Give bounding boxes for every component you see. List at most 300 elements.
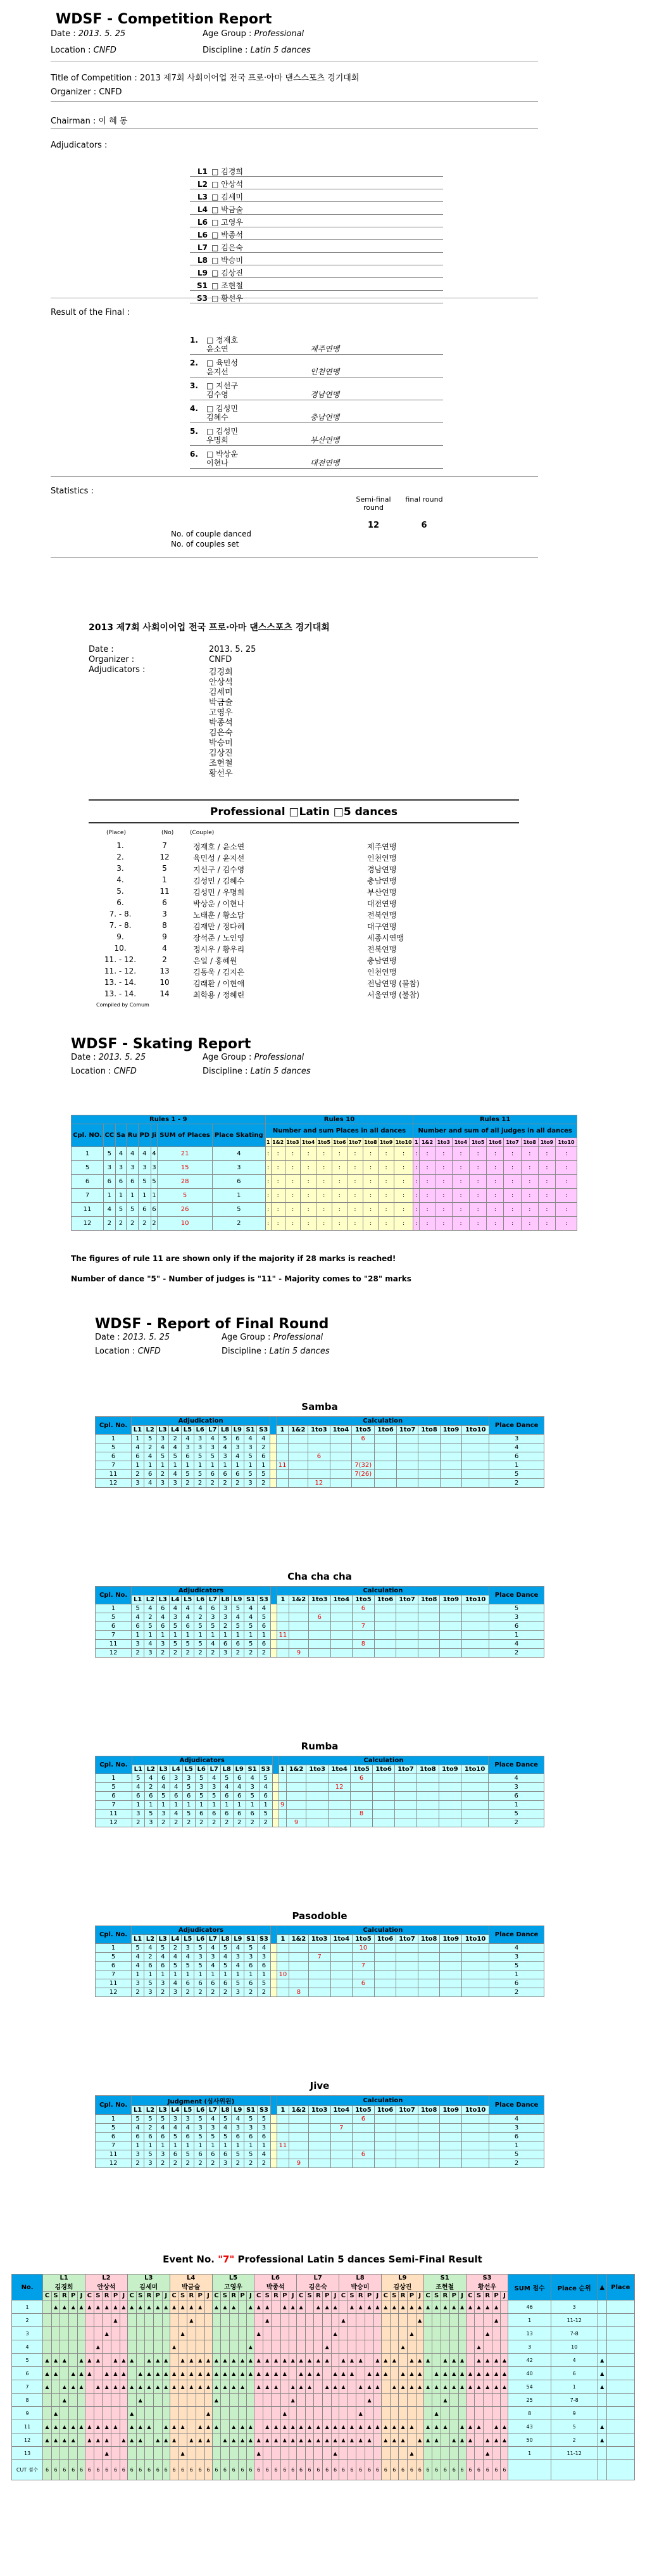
calc-col-header: 1to4 (330, 1596, 353, 1604)
judge-mark: 4 (144, 1774, 157, 1783)
judge-mark: 2 (156, 1649, 169, 1658)
mark-cell: ▲ (136, 2380, 144, 2394)
mark-cell: ▲ (111, 2354, 120, 2367)
summary-place: 2. (116, 853, 124, 861)
skating-place: 5 (212, 1203, 265, 1217)
judge-mark: 3 (182, 1443, 194, 1452)
judge-mark: 6 (144, 1792, 157, 1801)
calc-cell (373, 1818, 395, 1827)
calc-cell (440, 1631, 462, 1640)
calc-cell: 9 (279, 1801, 286, 1810)
judge-header: L4 (169, 1935, 182, 1944)
mark-cell (144, 2314, 153, 2327)
calc-cell: 8 (351, 1810, 373, 1818)
judge-mark: 5 (195, 1792, 208, 1801)
judge-mark: 5 (232, 1622, 244, 1631)
dance-place: 5 (151, 1175, 158, 1189)
mark-cell: ▲ (221, 2433, 229, 2447)
mark-cell (212, 2433, 221, 2447)
adjudicator-name: □ 황선우 (211, 294, 243, 303)
final-name-1: □ 박상운 (206, 450, 238, 459)
mark-cell (69, 2314, 78, 2327)
judge-header: L9 (232, 2106, 244, 2115)
calc-cell: 9 (289, 1649, 308, 1658)
mark-cell (178, 2407, 187, 2420)
calc-cell (330, 1640, 353, 1649)
calc-cell (395, 1801, 417, 1810)
calc-cell (395, 1810, 417, 1818)
report-location: Location : CNFD (51, 46, 116, 55)
qualified-flag: ▲ (598, 2380, 606, 2394)
calc-cell (374, 1631, 396, 1640)
final-region: 제주연맹 (310, 345, 340, 353)
calc-col-header: 1to3 (308, 1426, 330, 1435)
judge-mark: 5 (144, 1810, 157, 1818)
rule10-cell: : (301, 1203, 316, 1217)
judge-mark: 3 (208, 1783, 220, 1792)
sub-col-header: 1&2 (271, 1138, 285, 1147)
cut-value: 6 (60, 2460, 69, 2480)
mark-cell: ▲ (449, 2300, 458, 2314)
dance-place: 1 (489, 1801, 544, 1810)
calc-col-header: 1to8 (418, 2106, 440, 2115)
dance-place: 1 (489, 2141, 544, 2150)
mark-cell (390, 2407, 398, 2420)
cut-value: 6 (373, 2460, 381, 2480)
summary-region: 제주연맹 (367, 842, 397, 851)
rules-11-header: Rules 11 (413, 1115, 577, 1124)
calc-cell (289, 2141, 308, 2150)
judge-mark: 1 (182, 1631, 194, 1640)
calc-cell (352, 1479, 375, 1488)
sub-col-header: 1to10 (556, 1138, 577, 1147)
judge-mark: 1 (144, 1970, 157, 1979)
mark-cell (381, 2447, 390, 2460)
mark-cell: ▲ (187, 2433, 196, 2447)
mark-cell (51, 2340, 59, 2354)
mark-cell: ▲ (348, 2300, 356, 2314)
divider (51, 557, 538, 558)
mark-cell (441, 2314, 449, 2327)
mark-cell (263, 2394, 272, 2407)
judge-mark: 6 (194, 2150, 207, 2159)
calc-cell (352, 1443, 375, 1452)
rule10-cell: : (301, 1217, 316, 1231)
mark-cell (289, 2327, 297, 2340)
dance-sub-header: C (381, 2292, 390, 2300)
calc-col-header: 1&2 (289, 2106, 308, 2115)
sub-col-header: 1to3 (435, 1138, 452, 1147)
judge-mark: 2 (144, 1783, 157, 1792)
calc-header: Calculation (277, 1587, 489, 1596)
mark-cell (120, 2420, 127, 2433)
judge-mark: 2 (195, 1818, 208, 1827)
cut-value: 6 (103, 2460, 111, 2480)
mark-cell: ▲ (280, 2433, 289, 2447)
place-header: Place 순위 (551, 2275, 598, 2300)
mark-cell: ▲ (390, 2354, 398, 2367)
final-name-2: 우명희 (206, 436, 229, 445)
judge-mark: 1 (219, 1461, 232, 1470)
calc-cell: 6 (353, 2150, 375, 2159)
judge-mark: 4 (231, 1452, 244, 1461)
mark-cell: ▲ (170, 2380, 178, 2394)
judge-header: L4 (170, 1765, 182, 1774)
rule11-cell: : (413, 1175, 420, 1189)
mark-cell (458, 2447, 466, 2460)
judge-mark: 4 (244, 1604, 258, 1613)
qualified-flag: ▲ (598, 2433, 606, 2447)
sum: 40 (508, 2367, 551, 2380)
cut-value: 6 (408, 2460, 416, 2480)
calc-col-header: 1to6 (374, 1596, 396, 1604)
judge-header: S3 (258, 1935, 271, 1944)
mark-cell (144, 2394, 153, 2407)
mark-cell (111, 2407, 120, 2420)
dance-place: 3 (489, 1435, 544, 1443)
judge-mark: 6 (233, 1810, 246, 1818)
rule11-cell: : (420, 1189, 435, 1203)
mark-cell: ▲ (238, 2367, 247, 2380)
mark-cell (247, 2314, 254, 2327)
mark-cell (43, 2327, 52, 2340)
mark-cell: ▲ (323, 2380, 332, 2394)
judge-mark: 5 (144, 1979, 157, 1988)
dance-place: 2 (139, 1217, 151, 1231)
calc-cell (330, 1443, 352, 1452)
mark-cell: ▲ (408, 2447, 416, 2460)
judge-mark: 5 (182, 1470, 194, 1479)
calc-cell (462, 1979, 489, 1988)
judge-mark: 4 (206, 1435, 219, 1443)
mark-cell: ▲ (136, 2394, 144, 2407)
judge-mark: 5 (194, 1470, 206, 1479)
mark-cell: ▲ (492, 2380, 501, 2394)
mark-cell: ▲ (348, 2354, 356, 2367)
judge-mark: 5 (219, 1435, 232, 1443)
mark-cell: ▲ (423, 2354, 432, 2367)
mark-cell (154, 2340, 163, 2354)
judge-mark: 6 (170, 1792, 182, 1801)
dance-sub-header: C (212, 2292, 221, 2300)
cpl-no: 11 (96, 1640, 132, 1649)
mark-cell: ▲ (51, 2367, 59, 2380)
mark-cell: ▲ (408, 2327, 416, 2340)
judge-mark: 4 (132, 1613, 144, 1622)
judge-mark: 6 (258, 1962, 271, 1970)
calc-cell (353, 1970, 375, 1979)
mark-cell (280, 2394, 289, 2407)
final-place (606, 2420, 634, 2433)
judge-mark: 2 (232, 2159, 244, 2168)
mark-cell: ▲ (332, 2420, 339, 2433)
summary-place: 13. - 14. (104, 978, 137, 987)
judge-header: L6 (195, 1765, 208, 1774)
mark-cell: ▲ (247, 2420, 254, 2433)
final-row (190, 381, 443, 400)
mark-cell: ▲ (466, 2300, 475, 2314)
calc-cell (330, 2141, 353, 2150)
divider (51, 476, 538, 477)
mark-cell: ▲ (432, 2300, 441, 2314)
skating-location: Location : CNFD (71, 1067, 137, 1076)
calc-cell (418, 1970, 440, 1979)
rule11-cell: : (556, 1189, 577, 1203)
cut-value: 6 (77, 2460, 85, 2480)
judge-mark: 6 (156, 2133, 169, 2141)
mark-cell (390, 2327, 398, 2340)
judge-mark: 4 (169, 1979, 182, 1988)
judge-mark: 4 (182, 1435, 194, 1443)
cpl-no: 7 (96, 2141, 132, 2150)
mark-cell: ▲ (416, 2380, 423, 2394)
cut-value: 6 (127, 2460, 136, 2480)
cut-value: 6 (43, 2460, 52, 2480)
judge-mark: 6 (232, 2133, 244, 2141)
rule11-cell: : (420, 1203, 435, 1217)
mark-cell (51, 2447, 59, 2460)
calc-cell (353, 2159, 375, 2168)
summary-org-label: Organizer : (89, 655, 135, 664)
sum-places: 5 (158, 1189, 213, 1203)
mark-cell: ▲ (492, 2433, 501, 2447)
final-round-date: Date : 2013. 5. 25 (95, 1333, 170, 1342)
mark-cell (475, 2327, 483, 2340)
rule10-cell: : (363, 1147, 379, 1161)
calc-col-header: 1to5 (353, 2106, 375, 2115)
mark-cell: ▲ (187, 2380, 196, 2394)
judge-mark: 3 (219, 1649, 232, 1658)
dance-sub-header: P (449, 2292, 458, 2300)
calc-cell (374, 2159, 396, 2168)
calc-cell (395, 1783, 417, 1792)
mark-cell (297, 2447, 306, 2460)
judge-mark: 1 (244, 2141, 258, 2150)
judge-mark: 1 (144, 1461, 156, 1470)
mark-cell: ▲ (297, 2380, 306, 2394)
judge-mark: 3 (132, 1640, 144, 1649)
mark-cell (103, 2394, 111, 2407)
mark-cell: ▲ (339, 2420, 348, 2433)
calc-cell: 7 (308, 1953, 330, 1962)
judge-mark: 2 (144, 2124, 157, 2133)
spacer (272, 1810, 279, 1818)
mark-cell: ▲ (127, 2380, 136, 2394)
calc-cell (374, 1622, 396, 1631)
place: 9 (551, 2407, 598, 2420)
judge-mark: 6 (182, 2133, 194, 2141)
calc-cell (440, 1479, 462, 1488)
summary-couple: 김래환 / 이현애 (193, 979, 245, 988)
mark-cell: ▲ (212, 2420, 221, 2433)
mark-cell: ▲ (94, 2420, 102, 2433)
calc-cell (306, 1792, 329, 1801)
mark-cell: ▲ (332, 2327, 339, 2340)
calc-cell (416, 1801, 439, 1810)
mark-cell: ▲ (196, 2433, 204, 2447)
sub-col-header: 1to4 (301, 1138, 316, 1147)
judge-mark: 5 (157, 1792, 170, 1801)
adjudicator-name: □ 조현철 (211, 281, 243, 290)
summary-adjudicator: 김경희 (209, 668, 233, 677)
col-place: (Place) (106, 830, 126, 836)
mark-cell (154, 2407, 163, 2420)
calc-cell (351, 1792, 373, 1801)
judge-mark: 4 (219, 2124, 232, 2133)
calc-col-header: 1to9 (440, 1935, 462, 1944)
mark-cell (458, 2394, 466, 2407)
rule11-cell: : (538, 1189, 555, 1203)
spacer (270, 1970, 277, 1979)
calc-cell: 10 (353, 1944, 375, 1953)
cpl-no: 5 (96, 1613, 132, 1622)
mark-cell: ▲ (144, 2380, 153, 2394)
calc-cell (395, 1792, 417, 1801)
mark-cell: ▲ (162, 2380, 170, 2394)
judge-mark: 3 (244, 1443, 257, 1452)
calc-cell: 7(26) (352, 1470, 375, 1479)
summary-region: 세종시연맹 (367, 934, 404, 942)
summary-no: 9 (162, 932, 167, 941)
mark-cell (111, 2340, 120, 2354)
cut-value: 6 (332, 2460, 339, 2480)
mark-cell (170, 2354, 178, 2367)
mark-cell (492, 2447, 501, 2460)
summary-couple: 지선구 / 김수영 (193, 865, 245, 874)
mark-cell: ▲ (212, 2354, 221, 2367)
calc-cell (418, 1953, 440, 1962)
summary-region: 전북연맹 (367, 945, 397, 954)
calc-cell (277, 1479, 289, 1488)
judge-mark: 1 (157, 1801, 170, 1810)
mark-cell: ▲ (314, 2300, 323, 2314)
judge-mark: 2 (169, 1649, 182, 1658)
cut-value: 6 (323, 2460, 332, 2480)
cut-value: 6 (120, 2460, 127, 2480)
judge-mark: 3 (232, 2124, 244, 2133)
judge-mark: 3 (157, 1810, 170, 1818)
rule11-cell: : (556, 1147, 577, 1161)
mark-cell (43, 2394, 52, 2407)
mark-cell (94, 2407, 102, 2420)
mark-cell (247, 2394, 254, 2407)
mark-cell: ▲ (280, 2367, 289, 2380)
mark-cell (314, 2447, 323, 2460)
calc-cell: 7(32) (352, 1461, 375, 1470)
calc-cell (308, 2133, 330, 2141)
sub-col-header: 1to5 (470, 1138, 487, 1147)
calc-cell (418, 1461, 441, 1470)
mark-cell: ▲ (229, 2300, 238, 2314)
mark-cell (77, 2327, 85, 2340)
judge-header: L3 김세미 (127, 2275, 170, 2292)
judge-mark: 4 (144, 1452, 156, 1461)
mark-cell (196, 2314, 204, 2327)
calc-cell (462, 1649, 489, 1658)
calc-cell (418, 1649, 440, 1658)
judge-header: L9 (233, 1765, 246, 1774)
calc-col-header: 1to9 (439, 1765, 461, 1774)
sub-col-header: 1to8 (363, 1138, 379, 1147)
judge-mark: 1 (231, 1461, 244, 1470)
mark-cell: ▲ (373, 2380, 381, 2394)
dance-sub-header: J (247, 2292, 254, 2300)
cut-value: 6 (111, 2460, 120, 2480)
judge-mark: 1 (182, 1461, 194, 1470)
sum-places: 28 (158, 1175, 213, 1189)
mark-cell (254, 2407, 263, 2420)
mark-cell (154, 2447, 163, 2460)
mark-cell: ▲ (297, 2300, 306, 2314)
judge-mark: 1 (132, 1631, 144, 1640)
qualified-flag (598, 2447, 606, 2460)
judge-mark: 4 (208, 1774, 220, 1783)
mark-cell: ▲ (162, 2300, 170, 2314)
judge-mark: 1 (219, 1970, 232, 1979)
judge-mark: 6 (156, 1622, 169, 1631)
calc-cell (440, 2159, 462, 2168)
judge-mark: 3 (231, 1443, 244, 1452)
mark-cell: ▲ (339, 2380, 348, 2394)
cut-value: 6 (162, 2460, 170, 2480)
adjudicator-code: S3 (197, 294, 208, 303)
spacer (270, 1435, 277, 1443)
mark-cell (247, 2380, 254, 2394)
judge-mark: 6 (182, 1979, 194, 1988)
mark-cell (144, 2433, 153, 2447)
judge-mark: 5 (194, 1640, 207, 1649)
dance-place: 2 (489, 1818, 544, 1827)
judge-mark: 5 (244, 1944, 258, 1953)
calc-cell (351, 1801, 373, 1810)
summary-no: 6 (162, 898, 167, 907)
adjudicator-row (190, 166, 443, 177)
mark-cell (154, 2327, 163, 2340)
final-round-title: WDSF - Report of Final Round (95, 1316, 329, 1332)
mark-cell: ▲ (178, 2447, 187, 2460)
mark-cell (120, 2447, 127, 2460)
judge-header: S1 (244, 1426, 257, 1435)
summary-place: 7. - 8. (109, 910, 132, 918)
calc-cell (286, 1810, 306, 1818)
mark-cell (136, 2407, 144, 2420)
mark-cell (356, 2367, 365, 2380)
mark-cell: ▲ (423, 2433, 432, 2447)
calc-cell (353, 1631, 375, 1640)
adjudicator-code: L3 (197, 193, 208, 201)
mark-cell (399, 2314, 408, 2327)
mark-cell: ▲ (154, 2433, 163, 2447)
mark-cell: ▲ (289, 2354, 297, 2367)
mark-cell: ▲ (492, 2300, 501, 2314)
mark-cell (272, 2314, 280, 2327)
calc-cell (440, 1944, 462, 1953)
dance-place: 1 (127, 1189, 139, 1203)
calc-cell (373, 1810, 395, 1818)
cut-value: 6 (483, 2460, 492, 2480)
mark-cell: ▲ (314, 2420, 323, 2433)
mark-cell (373, 2447, 381, 2460)
calc-cell (306, 1818, 329, 1827)
judge-header: S1 (244, 2106, 258, 2115)
rule11-cell: : (487, 1161, 504, 1175)
mark-cell (381, 2380, 390, 2394)
cut-value: 6 (204, 2460, 212, 2480)
calc-cell (440, 1988, 462, 1997)
mark-cell (60, 2314, 69, 2327)
cpl-no: 7 (96, 1970, 132, 1979)
calc-cell (440, 1435, 462, 1443)
